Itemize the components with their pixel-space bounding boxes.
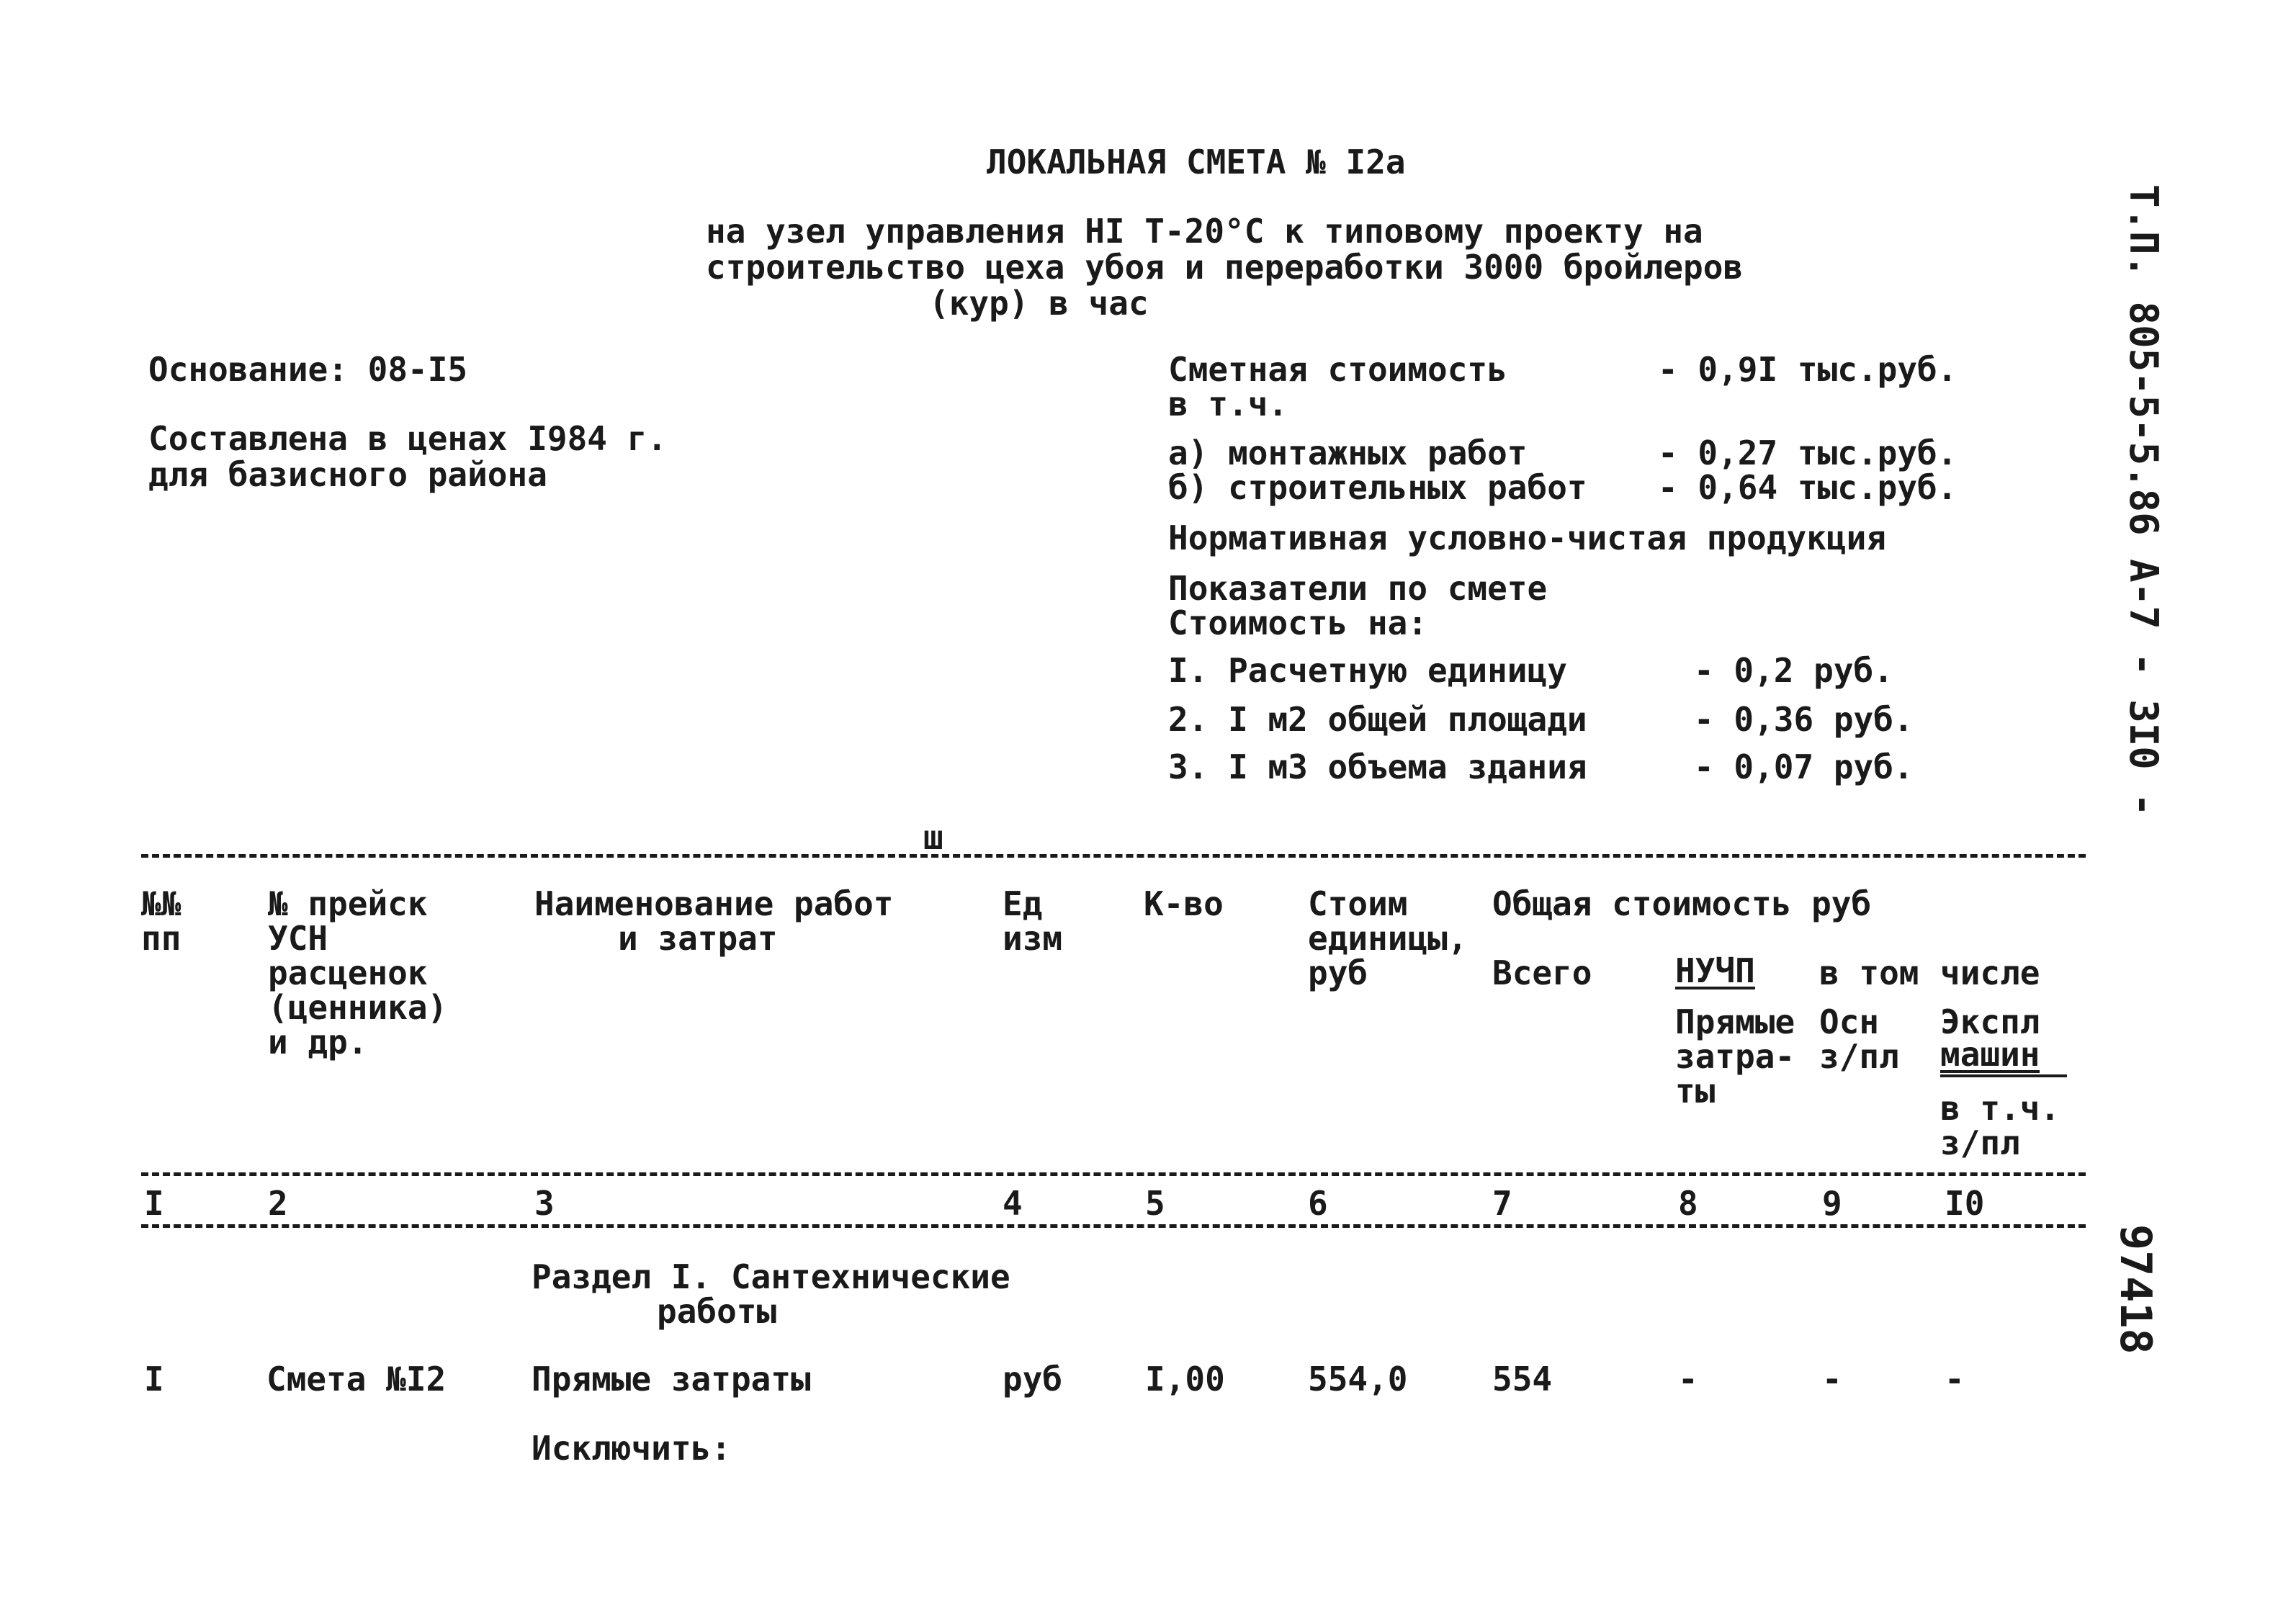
header-unit-cost-line-1: Стоим bbox=[1308, 884, 1408, 923]
indicators-label: Показатели по смете bbox=[1168, 569, 1548, 608]
exclude-label: Исключить: bbox=[532, 1429, 731, 1468]
prices-line-1: Составлена в ценах I984 г. bbox=[148, 419, 668, 458]
col-number-1: I bbox=[144, 1184, 164, 1223]
table-top-rule bbox=[141, 854, 2086, 858]
row-name: Прямые затраты bbox=[532, 1360, 811, 1399]
header-num-line-2: пп bbox=[141, 919, 181, 958]
col-number-7: 7 bbox=[1492, 1184, 1512, 1223]
normative-output-label: Нормативная условно-чистая продукция bbox=[1168, 519, 1886, 557]
header-including-word-1: в том bbox=[1819, 953, 1919, 992]
header-wages-line-1: Осн bbox=[1819, 1002, 1880, 1041]
indicator-3-value: - 0,07 руб. bbox=[1694, 748, 1914, 786]
document-title: ЛОКАЛЬНАЯ СМЕТА № I2а bbox=[987, 143, 1406, 181]
header-unit-line-1: Ед bbox=[1003, 884, 1043, 923]
header-total: Всего bbox=[1492, 953, 1592, 992]
cost-for-label: Стоимость на: bbox=[1168, 603, 1428, 642]
header-unit-line-2: изм bbox=[1003, 919, 1063, 958]
header-num-line-1: №№ bbox=[141, 884, 181, 923]
header-ref-line-1: № прейск bbox=[268, 884, 428, 923]
header-ref-line-2: УСН bbox=[268, 919, 328, 958]
header-machines-line-4: з/пл bbox=[1940, 1123, 2020, 1162]
row-number: I bbox=[144, 1360, 164, 1399]
header-direct-line-1: Прямые bbox=[1675, 1002, 1795, 1041]
col-number-3: 3 bbox=[534, 1184, 555, 1223]
row-direct-costs: - bbox=[1678, 1360, 1698, 1399]
indicator-3-label: 3. I м3 объема здания bbox=[1168, 748, 1587, 786]
col-number-4: 4 bbox=[1003, 1184, 1023, 1223]
header-wages-line-2: з/пл bbox=[1819, 1037, 1899, 1076]
header-machines-line-1: Экспл bbox=[1940, 1002, 2040, 1041]
indicator-1-value: - 0,2 руб. bbox=[1694, 651, 1893, 690]
estimated-cost-label: Сметная стоимость bbox=[1168, 350, 1507, 389]
row-reference: Смета №I2 bbox=[266, 1360, 447, 1399]
col-number-2: 2 bbox=[268, 1184, 288, 1223]
header-ref-line-3: расценок bbox=[268, 953, 428, 992]
estimated-cost-value: - 0,9I тыс.руб. bbox=[1658, 350, 1958, 389]
header-machines-line-2: машин bbox=[1940, 1035, 2040, 1074]
header-ref-line-5: и др. bbox=[268, 1023, 368, 1061]
col-number-8: 8 bbox=[1678, 1184, 1698, 1223]
table-marker: ш bbox=[923, 818, 943, 857]
header-total-cost: Общая стоимость руб bbox=[1492, 884, 1872, 923]
row-unit: руб bbox=[1003, 1360, 1063, 1399]
section-title-line-1: Раздел I. Сантехнические bbox=[532, 1257, 1010, 1296]
header-bottom-rule bbox=[141, 1172, 2086, 1176]
basis-text: Основание: 08-I5 bbox=[148, 350, 468, 389]
subtitle-line-2: строительство цеха убоя и переработки 3000 бройлеров bbox=[706, 248, 1744, 287]
col-number-6: 6 bbox=[1308, 1184, 1328, 1223]
header-unit-cost-line-2: единицы, bbox=[1308, 919, 1468, 958]
indicator-2-value: - 0,36 руб. bbox=[1694, 700, 1914, 739]
col-number-5: 5 bbox=[1145, 1184, 1165, 1223]
machines-underline bbox=[1940, 1074, 2067, 1077]
header-including-word-2: числе bbox=[1940, 953, 2040, 992]
header-direct-line-2: затра- bbox=[1675, 1037, 1795, 1076]
construction-works-label: б) строительных работ bbox=[1168, 468, 1587, 507]
row-wages: - bbox=[1822, 1360, 1842, 1399]
installation-works-value: - 0,27 тыс.руб. bbox=[1658, 434, 1958, 472]
header-direct-line-3: ты bbox=[1675, 1072, 1716, 1110]
indicator-1-label: I. Расчетную единицу bbox=[1168, 651, 1567, 690]
side-archive-number: 97418 bbox=[2110, 1224, 2161, 1355]
header-quantity: К-во bbox=[1144, 884, 1224, 923]
subtitle-line-1: на узел управления НI Т-20°С к типовому проекту на bbox=[706, 212, 1703, 251]
header-unit-cost-line-3: руб bbox=[1308, 953, 1368, 992]
installation-works-label: а) монтажных работ bbox=[1168, 434, 1528, 472]
col-number-9: 9 bbox=[1822, 1184, 1842, 1223]
including-label: в т.ч. bbox=[1168, 385, 1288, 423]
header-machines-line-3: в т.ч. bbox=[1940, 1089, 2060, 1128]
construction-works-value: - 0,64 тыс.руб. bbox=[1658, 468, 1958, 507]
col-number-bottom-rule bbox=[141, 1224, 2086, 1228]
prices-line-2: для базисного района bbox=[148, 455, 547, 494]
row-total: 554 bbox=[1492, 1360, 1553, 1399]
header-name-line-2: и затрат bbox=[618, 919, 778, 958]
row-machines: - bbox=[1945, 1360, 1965, 1399]
section-title-line-2: работы bbox=[657, 1292, 777, 1331]
indicator-2-label: 2. I м2 общей площади bbox=[1168, 700, 1587, 739]
header-ref-line-4: (ценника) bbox=[268, 988, 448, 1027]
subtitle-line-3: (кур) в час bbox=[929, 284, 1149, 323]
header-name-line-1: Наименование работ bbox=[534, 884, 894, 923]
row-quantity: I,00 bbox=[1145, 1360, 1225, 1399]
header-nuchp: НУЧП bbox=[1675, 951, 1755, 990]
side-document-code: Т.П. 805-5-5.86 А-7 - 3I0 - bbox=[2121, 184, 2166, 817]
col-number-10: I0 bbox=[1945, 1184, 1985, 1223]
row-unit-cost: 554,0 bbox=[1308, 1360, 1408, 1399]
